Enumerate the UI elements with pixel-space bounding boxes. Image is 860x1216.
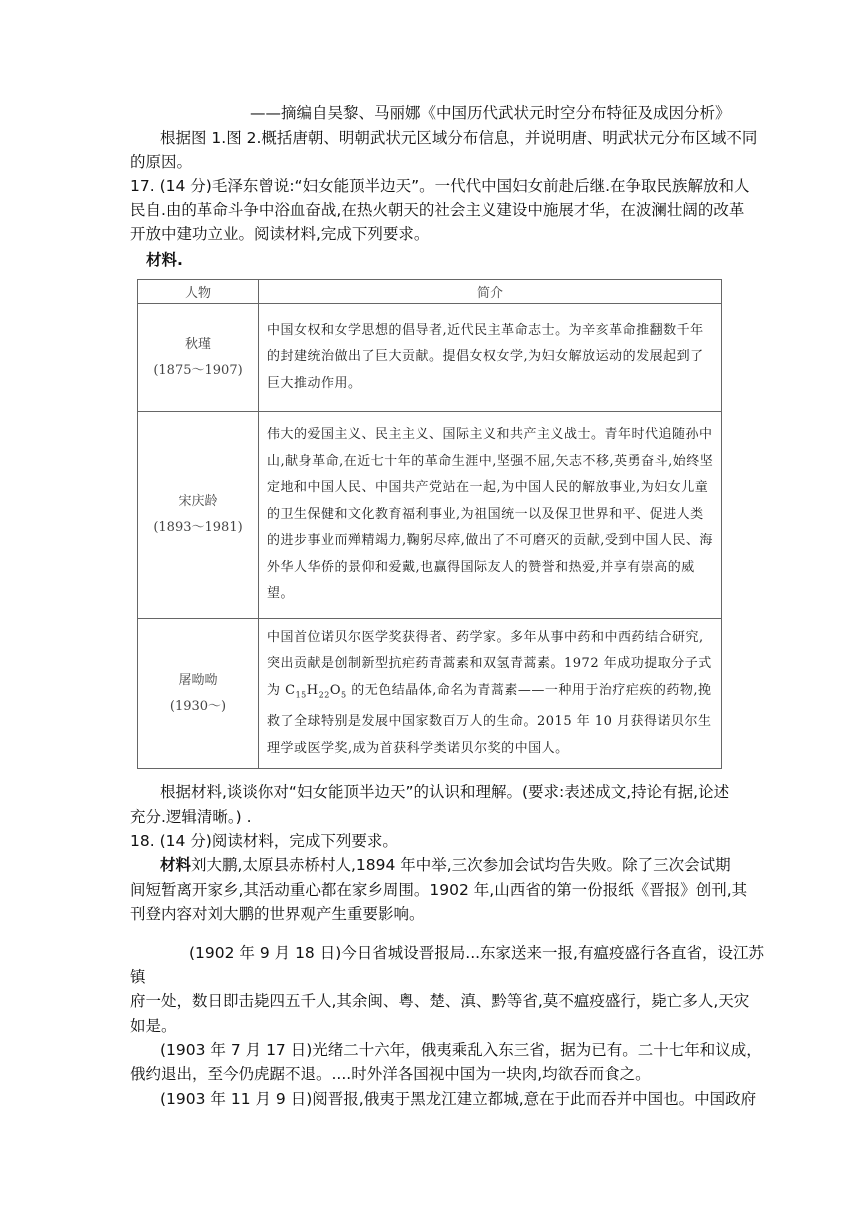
table-row <box>138 412 722 619</box>
intro-text: 中国首位诺贝尔医学奖获得者、药学家。多年从事中药和中西药结合研究,突出贡献是创制新型抗疟药青蒿素和双氢青蒿素。1972 年成功提取分子式为 C <box>267 629 712 698</box>
formula-subscript: 22 <box>318 690 330 700</box>
quote-text: 镇 <box>130 968 146 986</box>
q17-text: 开放中建功立业。阅读材料,完成下列要求。 <box>130 225 430 243</box>
quote-text: (1903 年 7 月 17 日)光绪二十六年，俄夷乘乱入东三省，据为已有。二十七年和议成， <box>160 1041 762 1059</box>
intro-cell <box>259 619 722 769</box>
source-citation: ——摘编自吴黎、马丽娜《中国历代武状元时空分布特征及成因分析》 <box>250 104 731 122</box>
q17-text: 17. (14 分)毛泽东曾说:“妇女能顶半边天”。一代代中国妇女前赴后继.在争取民族解放和人 <box>130 177 750 195</box>
person-cell <box>138 304 259 412</box>
q17-text: 民自.由的革命斗争中浴血奋战,在热火朝天的社会主义建设中施展才华，在波澜壮阔的改革 <box>130 201 745 219</box>
person-name: 宋庆龄 <box>178 494 218 509</box>
q16-text: 根据图 1.图 2.概括唐朝、明朝武状元区域分布信息，并说明唐、明武状元分布区域不同 <box>160 129 758 147</box>
q18-material: 刊登内容对刘大鹏的世界观产生重要影响。 <box>130 905 425 923</box>
header-person: 人物 <box>138 280 259 304</box>
material-label: 材料 <box>160 856 192 874</box>
formula-subscript: 15 <box>295 690 307 700</box>
intro-cell: 中国女权和女学思想的倡导者,近代民主革命志士。为辛亥革命推翻数千年的封建统治做出了巨大贡献。提倡女权女学,为妇女解放运动的发展起到了巨大推动作用。 <box>259 304 722 412</box>
q18-text: 18. (14 分)阅读材料，完成下列要求。 <box>130 832 398 850</box>
person-years: (1875～1907) <box>153 362 243 378</box>
quote-text: (1902 年 9 月 18 日)今日省城设晋报局...东家送来一报,有瘟疫盛行各直省，设江苏 <box>189 944 764 962</box>
q18-material <box>160 855 731 875</box>
header-intro: 简介 <box>259 280 722 304</box>
q18-material: 间短暂离开家乡,其活动重心都在家乡周围。1902 年,山西省的第一份报纸《晋报》创刊,其 <box>130 881 748 899</box>
person-name: 秋瑾 <box>184 336 211 352</box>
person-years: (1893～1981) <box>153 520 243 535</box>
quote-text: 府一处，数日即击毙四五千人,其余闽、粤、楚、滇、黔等省,莫不瘟疫盛行，毙亡多人,天灾 <box>130 992 750 1010</box>
formula-subscript: 5 <box>340 690 347 700</box>
material-text: 刘大鹏,太原县赤桥村人,1894 年中举,三次参加会试均告失败。除了三次会试期 <box>191 856 731 874</box>
formula-element: O <box>329 682 341 698</box>
table-row <box>138 619 722 769</box>
q17-requirement: 根据材料,谈谈你对“妇女能顶半边天”的认识和理解。(要求:表述成文,持论有据,论述 <box>160 783 730 801</box>
person-years: (1930～) <box>169 698 227 714</box>
q16-text: 的原因。 <box>130 153 193 171</box>
intro-text: 的无色结晶体,命名为青蒿素——一种用于治疗疟疾的药物,挽救了全球特别是发展中国家数百万人的生命。2015 年 10 月获得诺贝尔生理学或医学奖,成为首获科学类诺贝尔奖的中国人。 <box>267 682 712 756</box>
table-header-row <box>138 280 722 304</box>
q17-requirement: 充分.逻辑清晰。) . <box>130 808 252 826</box>
person-cell <box>138 412 259 619</box>
quote-text: (1903 年 11 月 9 日)阅晋报,俄夷于黑龙江建立都城,意在于此而吞并中国也。中国政府 <box>160 1090 757 1108</box>
biography-table <box>137 279 722 769</box>
person-cell <box>138 619 259 769</box>
intro-cell: 伟大的爱国主义、民主主义、国际主义和共产主义战士。青年时代追随孙中山,献身革命,在近七十年的革命生涯中,坚强不屈,矢志不移,英勇奋斗,始终坚定地和中国人民、中国共产党站在一起,为中国人民的解放事业,为妇女儿童的卫生保健和文化教育福利事业,为祖国统一以及保卫世界和平、促进人类的进步事业而殚精竭力,鞠躬尽瘁,做出了不可磨灭的贡献,受到中国人民、海外华人华侨的景仰和爱戴,也赢得国际友人的赞誉和热爱,并享有崇高的威望。 <box>259 412 722 619</box>
formula-element: H <box>306 682 319 698</box>
table-row <box>138 304 722 412</box>
quote-text: 俄约退出，至今仍虎踞不退。....时外洋各国视中国为一块肉,均欲吞而食之。 <box>130 1065 651 1083</box>
person-name: 屠呦呦 <box>178 672 218 688</box>
quote-text: 如是。 <box>130 1017 177 1035</box>
material-label: 材料. <box>146 251 183 269</box>
